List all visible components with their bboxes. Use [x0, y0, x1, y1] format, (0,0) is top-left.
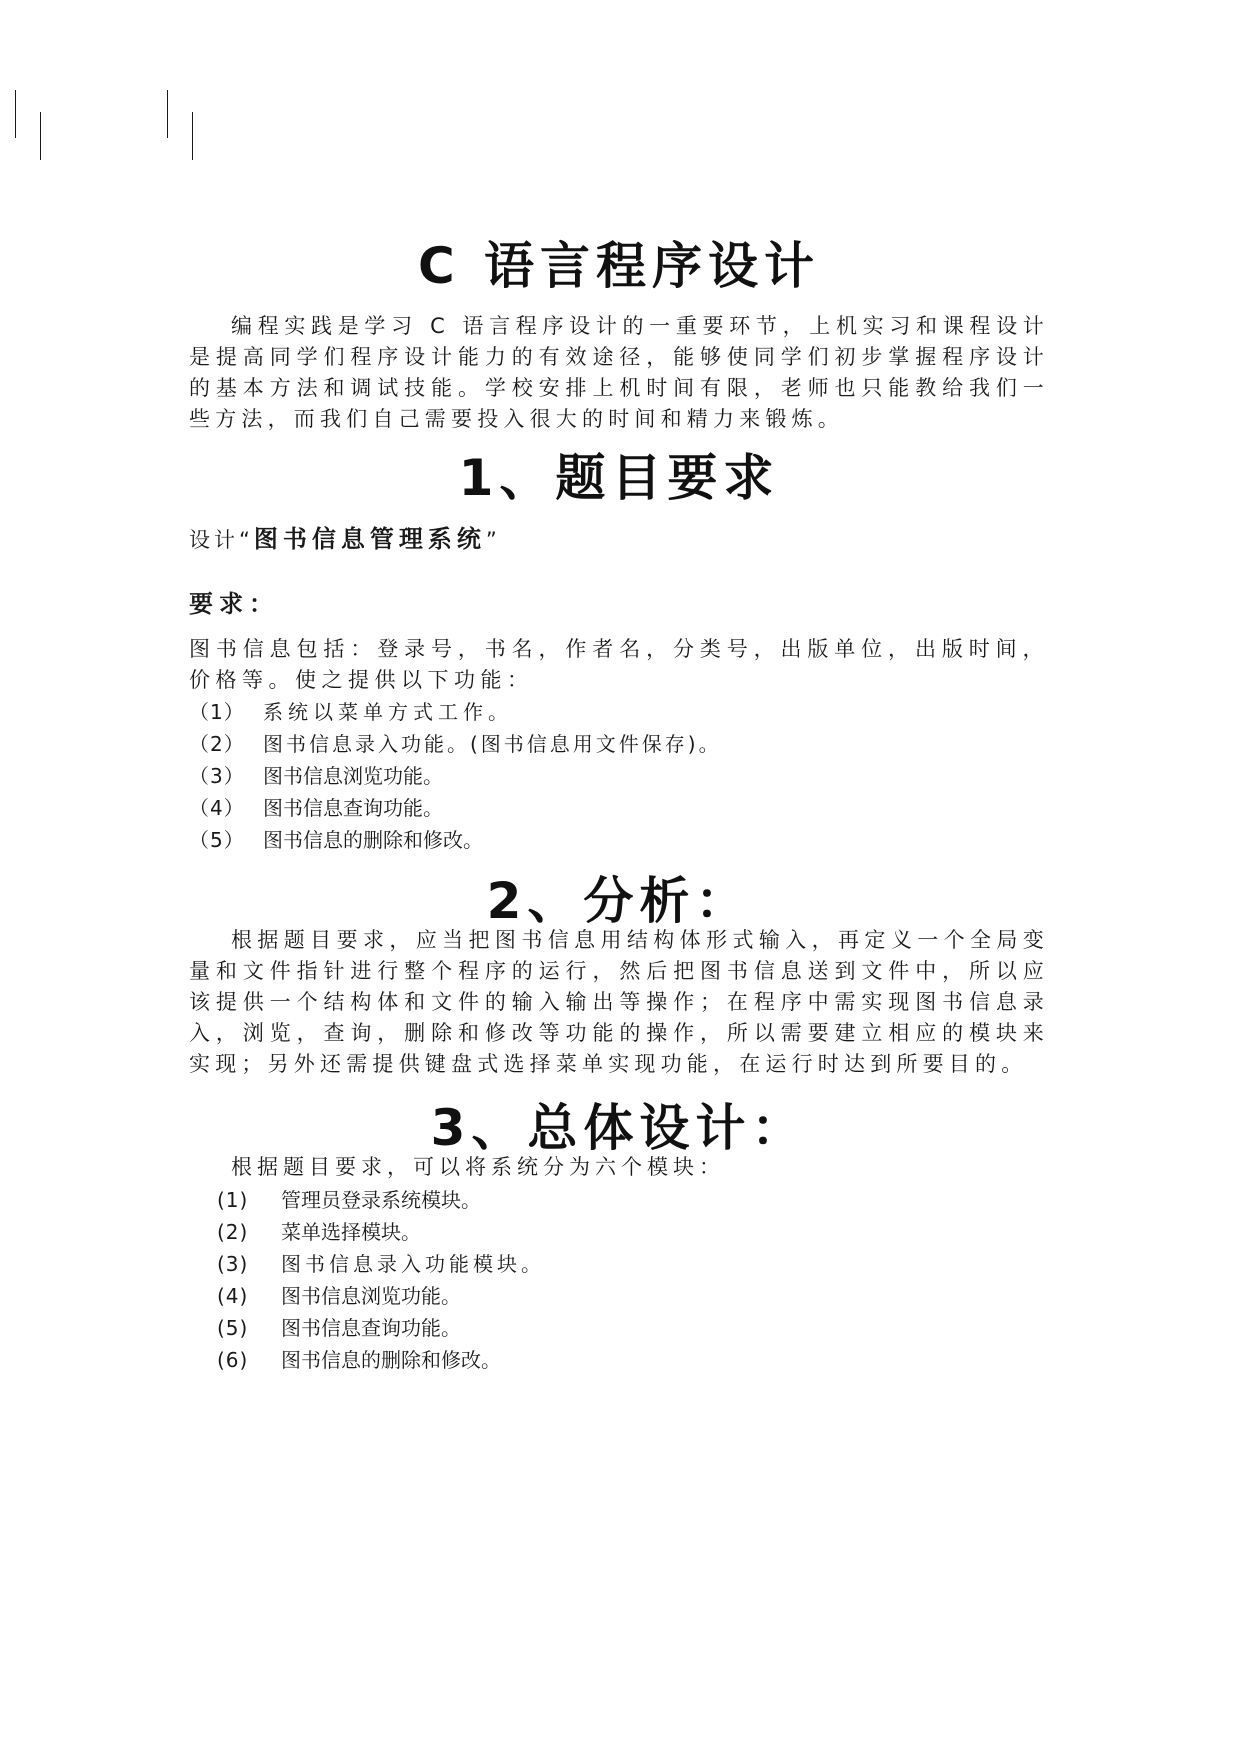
module-item-number: (2)	[217, 1220, 249, 1244]
design-prefix: 设计	[189, 528, 239, 552]
list-item-text: 图书信息查询功能。	[263, 796, 443, 820]
module-item-text: 菜单选择模块。	[281, 1220, 421, 1244]
list-item-number: （3）	[189, 764, 245, 788]
module-item-number: (4)	[217, 1284, 249, 1308]
crop-mark	[40, 112, 41, 160]
module-item-number: (1)	[217, 1188, 249, 1212]
module-item	[217, 1281, 461, 1311]
module-item-text: 图书信息浏览功能。	[281, 1284, 461, 1308]
quote-open: “	[239, 528, 254, 552]
design-intro-line: 根据题目要求，可以将系统分为六个模块：	[231, 1155, 725, 1179]
list-item-text: 系统以菜单方式工作。	[263, 700, 513, 724]
module-item	[217, 1249, 545, 1279]
list-item-number: （5）	[189, 828, 245, 852]
module-item	[217, 1313, 461, 1343]
module-item-text: 图书信息查询功能。	[281, 1316, 461, 1340]
module-item	[217, 1345, 501, 1375]
module-item	[217, 1185, 481, 1215]
list-item-number: （2）	[189, 732, 245, 756]
module-item-number: (3)	[217, 1252, 249, 1276]
crop-mark	[15, 90, 16, 138]
book-info-paragraph: 图书信息包括：登录号，书名，作者名，分类号，出版单位，出版时间，价格等。使之提供以下功能：	[189, 637, 1049, 692]
section-heading-analysis: 2、分析：	[486, 872, 752, 930]
list-item	[189, 761, 443, 791]
list-item-text: 图书信息的删除和修改。	[263, 828, 483, 852]
list-item-number: （1）	[189, 700, 245, 724]
crop-mark	[192, 112, 193, 160]
module-item-text: 图书信息的删除和修改。	[281, 1348, 501, 1372]
analysis-paragraph: 根据题目要求，应当把图书信息用结构体形式输入，再定义一个全局变量和文件指针进行整个程序的运行，然后把图书信息送到文件中，所以应该提供一个结构体和文件的输入输出等操作；在程序中需实现图书信息录入，浏览，查询，删除和修改等功能的操作，所以需要建立相应的模块来实现；另外还需提供键盘式选择菜单实现功能，在运行时达到所要目的。	[189, 928, 1049, 1076]
document-title: C 语言程序设计	[417, 237, 821, 295]
list-item	[189, 697, 513, 727]
module-item-text: 管理员登录系统模块。	[281, 1188, 481, 1212]
design-topic-line	[189, 524, 501, 556]
list-item	[189, 793, 443, 823]
requirements-label: 要求：	[189, 590, 279, 618]
crop-mark	[167, 90, 168, 138]
section-heading-design: 3、总体设计：	[430, 1099, 808, 1157]
section-heading-requirements: 1、题目要求	[458, 449, 780, 507]
list-item	[189, 729, 722, 759]
intro-paragraph: 编程实践是学习 C 语言程序设计的一重要环节，上机实习和课程设计是提高同学们程序设计能力的有效途径，能够使同学们初步掌握程序设计的基本方法和调试技能。学校安排上机时间有限，老师也只能教给我们一些方法，而我们自己需要投入很大的时间和精力来锻炼。	[189, 314, 1049, 431]
list-item	[189, 825, 483, 855]
list-item-text: 图书信息浏览功能。	[263, 764, 443, 788]
module-item-text: 图书信息录入功能模块。	[281, 1252, 545, 1276]
module-item-number: (5)	[217, 1316, 249, 1340]
system-name: 图书信息管理系统	[253, 525, 486, 553]
module-item	[217, 1217, 421, 1247]
quote-close: ”	[485, 528, 501, 552]
list-item-number: （4）	[189, 796, 245, 820]
module-item-number: (6)	[217, 1348, 249, 1372]
list-item-text: 图书信息录入功能。(图书信息用文件保存)。	[263, 732, 722, 756]
